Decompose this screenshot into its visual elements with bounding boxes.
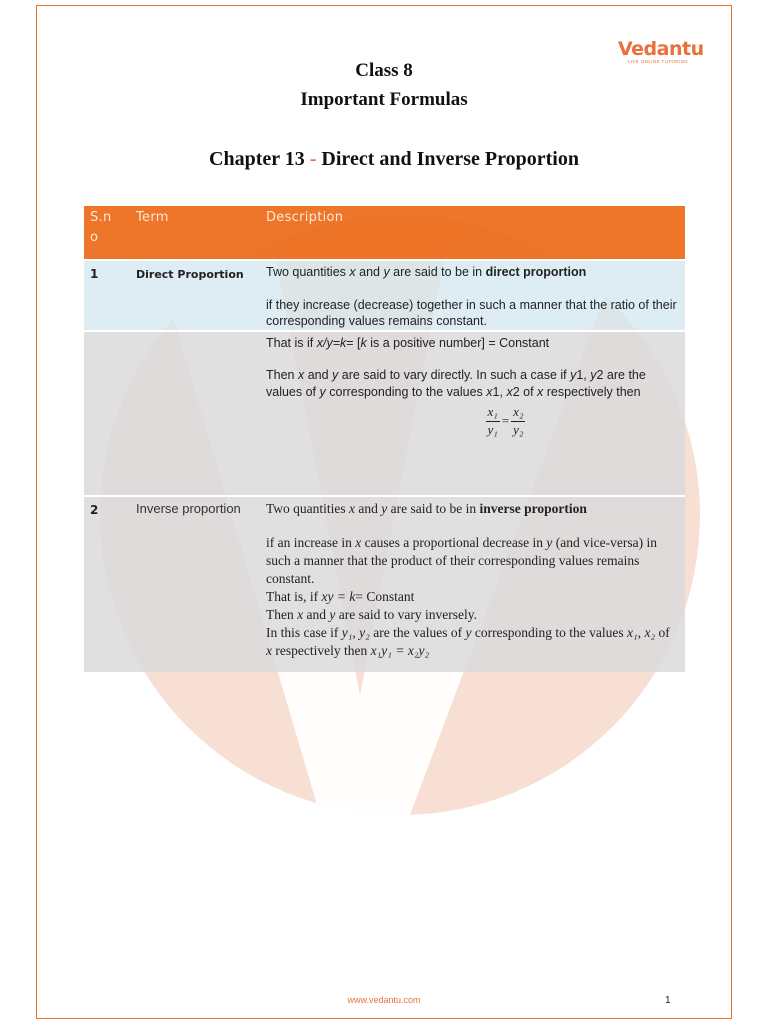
chapter-number: Chapter 13 [209,148,305,170]
row-description [260,331,685,496]
description-paragraph: In this case if y₁, y₂ are the values of y corresponding to the values x₁, x₂ of x respectively then x₁y₁ = x₂y₂ [266,624,670,658]
logo-wordmark: Vedantu [618,38,704,60]
table-header-row [84,206,685,260]
row-sno-empty [84,331,130,496]
row-term: Inverse proportion [130,496,260,672]
header-sno: S.n o [84,206,130,260]
chapter-dash: - [304,148,322,170]
logo-tagline: LIVE ONLINE TUTORING [627,59,689,64]
row-description [260,496,685,672]
description-paragraph: Then x and y are said to vary directly. In such a case if y1, y2 are the values of y corresponding to the values x1, x2 of x respectively then [266,368,646,399]
description-paragraph: if they increase (decrease) together in such a manner that the ratio of their corresponding values remains constant. [266,297,677,328]
header-description: Description [260,206,685,260]
document-title: Important Formulas [300,89,468,110]
row-sno: 1 [84,260,130,331]
chapter-name: Direct and Inverse Proportion [321,148,579,170]
page-number: 1 [665,995,671,1006]
chapter-title [10,148,768,171]
footer-link[interactable]: www.vedantu.com [347,995,421,1005]
ratio-formula: $\frac{\text{x₁}}{\text{y₁}}$ = $\frac{\text{x₂}}{\text{y₂}}$ [487,404,524,437]
description-paragraph: Two quantities x and y are said to be in inverse proportion [266,500,587,516]
description-paragraph: Two quantities x and y are said to be in direct proportion [266,265,587,279]
description-paragraph: That is, if xy = k= Constant [266,588,415,604]
table-row [84,260,685,331]
row-sno: 2 [84,496,130,672]
description-paragraph: Then x and y are said to vary inversely. [266,606,477,622]
table-row [84,331,685,496]
header-term: Term [130,206,260,260]
row-description [260,260,685,331]
formula-table [84,206,685,672]
description-paragraph: That is if x/y=k= [k is a positive number] = Constant [266,335,550,350]
class-title: Class 8 [355,60,413,81]
table-row [84,496,685,672]
row-term-empty [130,331,260,496]
description-paragraph: if an increase in x causes a proportional decrease in y (and vice-versa) in such a manner that the product of their corresponding values remains constant. [266,534,657,586]
row-term: Direct Proportion [130,260,260,331]
